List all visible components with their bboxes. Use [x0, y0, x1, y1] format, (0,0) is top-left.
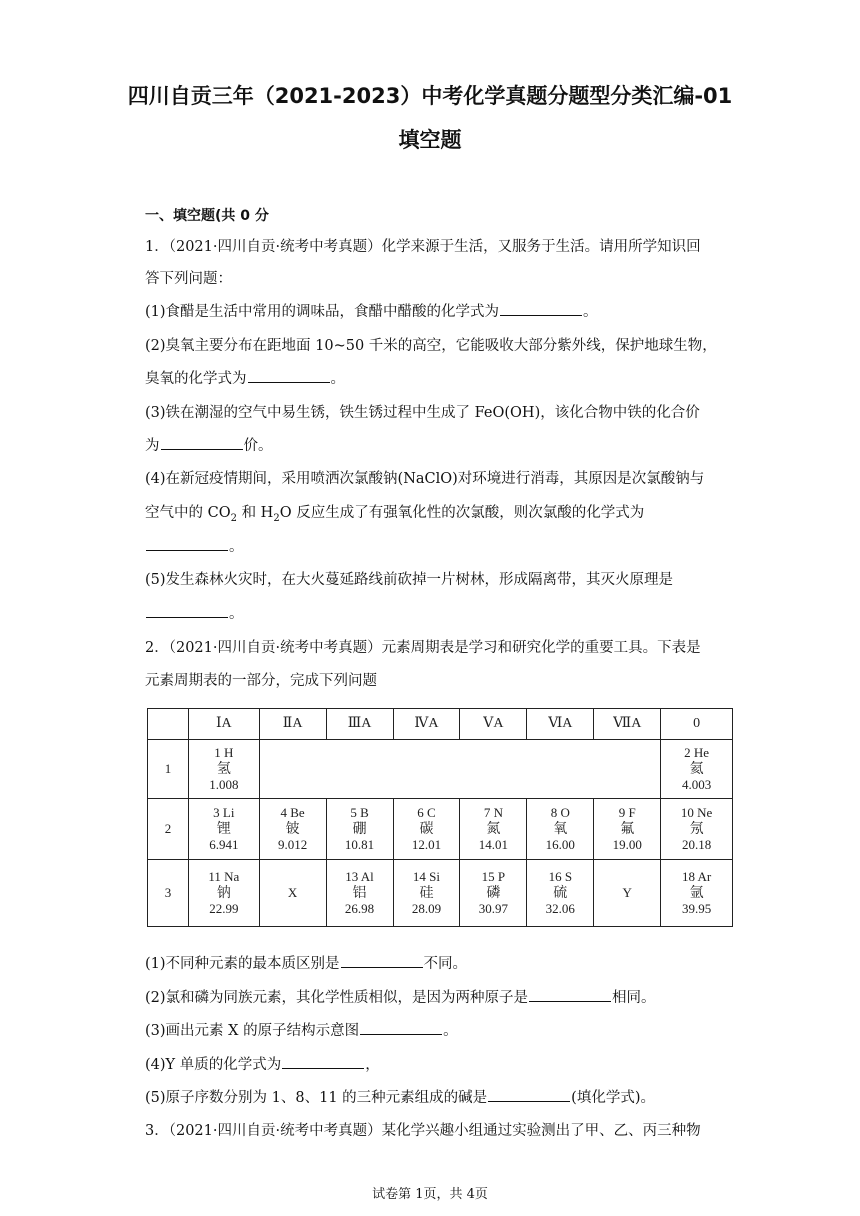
q1-part4-end: 。: [229, 539, 244, 555]
periodic-table: [147, 708, 733, 927]
element-symbol: Y: [622, 885, 632, 900]
element-cell: [594, 799, 661, 860]
element-name: 氖: [689, 821, 704, 837]
table-row: [148, 740, 733, 799]
element-cell: [527, 860, 594, 927]
empty-span: [259, 740, 661, 799]
q1-part3-text: 为: [145, 438, 160, 454]
q1-part4-text-a: 空气中的 CO: [145, 505, 231, 521]
element-mass: 14.01: [478, 837, 508, 852]
element-name: 氮: [486, 821, 501, 837]
element-name: 氢: [216, 761, 231, 777]
q2-part4-end: ，: [365, 1057, 380, 1073]
element-name: 氟: [620, 821, 635, 837]
element-mass: 9.012: [277, 837, 308, 852]
element-symbol: 2 He: [684, 745, 710, 760]
q1-part5-line1: (5)发生森林火灾时，在大火蔓延路线前砍掉一片树林，形成隔离带，其灭火原理是: [145, 572, 674, 588]
element-mass: 16.00: [545, 837, 575, 852]
q1-part4-text-c: O 反应生成了有强氧化性的次氯酸，则次氯酸的化学式为: [279, 505, 645, 521]
table-row: [148, 799, 733, 860]
element-name: 碳: [419, 821, 434, 837]
q2-part3-text: (3)画出元素 X 的原子结构示意图: [145, 1023, 360, 1039]
q2-stem: 2．（2021·四川自贡·统考中考真题）元素周期表是学习和研究化学的重要工具。下表是: [145, 640, 701, 656]
element-mass: 22.99: [209, 901, 239, 916]
q2-part5: [145, 1086, 655, 1107]
answer-blank[interactable]: [341, 953, 423, 968]
page-subtitle: 填空题: [398, 128, 462, 152]
answer-blank[interactable]: [248, 368, 330, 383]
element-name: 钠: [216, 885, 231, 901]
answer-blank[interactable]: [529, 987, 611, 1002]
q1-part2-end: 。: [330, 371, 345, 387]
period-label: 2: [148, 799, 189, 860]
element-symbol: X: [287, 885, 298, 900]
element-mass: 32.06: [545, 901, 575, 916]
q3-stem: 3．（2021·四川自贡·统考中考真题）某化学兴趣小组通过实验测出了甲、乙、丙三种物: [145, 1123, 701, 1139]
q1-part4-text-b: 和 H: [236, 505, 274, 521]
answer-blank[interactable]: [146, 536, 228, 551]
element-name: 氧: [553, 821, 568, 837]
q2-part4-text: (4)Y 单质的化学式为: [145, 1057, 282, 1073]
element-mass: 19.00: [612, 837, 642, 852]
group-header: ⅦA: [594, 709, 661, 740]
element-cell: [326, 860, 393, 927]
element-cell: [189, 799, 260, 860]
group-header: ⅠA: [189, 709, 260, 740]
table-corner: [148, 709, 189, 740]
element-symbol: 14 Si: [412, 869, 440, 884]
element-mass: 28.09: [411, 901, 442, 916]
element-cell: [527, 799, 594, 860]
q2-part2-end: 相同。: [612, 990, 656, 1006]
element-symbol: 18 Ar: [681, 869, 712, 884]
q2-part1-text: (1)不同种元素的最本质区别是: [145, 956, 340, 972]
element-name: 硼: [352, 821, 367, 837]
element-mass: 26.98: [344, 901, 375, 916]
element-cell: [393, 860, 460, 927]
element-cell: [326, 799, 393, 860]
group-header: ⅤA: [460, 709, 527, 740]
q1-part4-line3: [145, 535, 244, 556]
element-symbol: 8 O: [550, 805, 570, 820]
element-mass: 10.81: [344, 837, 375, 852]
element-cell: [661, 740, 733, 799]
element-name: 锂: [216, 821, 231, 837]
element-symbol: 15 P: [481, 869, 506, 884]
element-symbol: 1 H: [214, 745, 234, 760]
q1-part2-line1: (2)臭氧主要分布在距地面 10~50 千米的高空，它能吸收大部分紫外线，保护地球生物，: [145, 338, 717, 354]
element-cell-unknown-y: [594, 860, 661, 927]
q1-part4-line1: (4)在新冠疫情期间，采用喷洒次氯酸钠(NaClO)对环境进行消毒，其原因是次氯酸钠与: [145, 471, 705, 487]
q1-part2-text: 臭氧的化学式为: [145, 371, 247, 387]
q1-part3-line2: [145, 434, 273, 455]
element-symbol: 13 Al: [345, 869, 374, 884]
q2-part2-text: (2)氯和磷为同族元素，其化学性质相似，是因为两种原子是: [145, 990, 529, 1006]
page-title: 四川自贡三年（2021-2023）中考化学真题分题型分类汇编-01: [127, 84, 733, 108]
element-symbol: 4 Be: [280, 805, 305, 820]
q1-part4-line2: [145, 501, 644, 524]
element-symbol: 6 C: [417, 805, 436, 820]
element-mass: 30.97: [478, 901, 508, 916]
table-header-row: [148, 709, 733, 740]
q2-part3-end: 。: [443, 1023, 458, 1039]
q1-stem: 1．（2021·四川自贡·统考中考真题）化学来源于生活，又服务于生活。请用所学知识回: [145, 239, 701, 255]
answer-blank[interactable]: [500, 301, 582, 316]
element-cell: [460, 860, 527, 927]
q1-part3-end: 价。: [243, 438, 273, 454]
group-header: ⅡA: [259, 709, 326, 740]
q1-part3-line1: (3)铁在潮湿的空气中易生锈，铁生锈过程中生成了 FeO(OH)，该化合物中铁的化合价: [145, 405, 700, 421]
q1-part1: [145, 300, 598, 321]
element-cell-unknown-x: [259, 860, 326, 927]
element-symbol: 11 Na: [208, 869, 240, 884]
group-header: ⅣA: [393, 709, 460, 740]
q1-part2-line2: [145, 367, 345, 388]
element-name: 铝: [352, 885, 367, 901]
q2-part1-end: 不同。: [423, 956, 468, 972]
page-footer: 试卷第 1页，共 4页: [372, 1187, 488, 1202]
section-heading: 一、填空题(共 0 分: [145, 208, 269, 224]
group-header: ⅥA: [527, 709, 594, 740]
q2-stem-cont: 元素周期表的一部分，完成下列问题: [145, 673, 377, 689]
element-name: 硅: [419, 885, 434, 901]
element-mass: 20.18: [681, 837, 712, 852]
element-mass: 39.95: [681, 901, 712, 916]
element-cell: [393, 799, 460, 860]
answer-blank[interactable]: [146, 603, 228, 618]
element-cell: [661, 860, 733, 927]
element-mass: 6.941: [209, 837, 239, 852]
q2-part3: [145, 1019, 458, 1040]
answer-blank[interactable]: [161, 435, 243, 450]
subscript: 2: [273, 512, 280, 524]
element-mass: 12.01: [411, 837, 442, 852]
element-symbol: 5 B: [350, 805, 369, 820]
q2-part1: [145, 952, 467, 973]
element-cell: [259, 799, 326, 860]
q2-part5-text: (5)原子序数分别为 1、8、11 的三种元素组成的碱是: [145, 1090, 488, 1106]
element-symbol: 10 Ne: [680, 805, 713, 820]
q2-part4: [145, 1053, 380, 1074]
element-cell: [661, 799, 733, 860]
q2-part5-end: (填化学式)。: [571, 1090, 655, 1106]
q1-part1-end: 。: [583, 304, 598, 320]
element-cell: [460, 799, 527, 860]
element-name: 铍: [285, 821, 300, 837]
element-name: 磷: [486, 885, 501, 901]
subscript: 2: [230, 512, 237, 524]
answer-blank[interactable]: [360, 1020, 442, 1035]
element-cell: [189, 860, 260, 927]
q1-part5-end: 。: [229, 606, 244, 622]
q1-part1-text: (1)食醋是生活中常用的调味品，食醋中醋酸的化学式为: [145, 304, 500, 320]
q1-part5-line2: [145, 602, 244, 623]
element-symbol: 3 Li: [213, 805, 235, 820]
q2-part2: [145, 986, 656, 1007]
answer-blank[interactable]: [282, 1054, 364, 1069]
element-symbol: 16 S: [548, 869, 573, 884]
element-cell: [189, 740, 260, 799]
group-header: 0: [661, 709, 733, 740]
period-label: 1: [148, 740, 189, 799]
element-mass: 4.003: [681, 777, 712, 792]
answer-blank[interactable]: [488, 1087, 570, 1102]
element-name: 氩: [689, 885, 704, 901]
element-symbol: 9 F: [618, 805, 636, 820]
period-label: 3: [148, 860, 189, 927]
element-mass: 1.008: [209, 777, 239, 792]
element-symbol: 7 N: [483, 805, 503, 820]
element-name: 硫: [553, 885, 568, 901]
table-row: [148, 860, 733, 927]
group-header: ⅢA: [326, 709, 393, 740]
q1-stem-cont: 答下列问题：: [145, 271, 232, 287]
element-name: 氦: [689, 761, 704, 777]
